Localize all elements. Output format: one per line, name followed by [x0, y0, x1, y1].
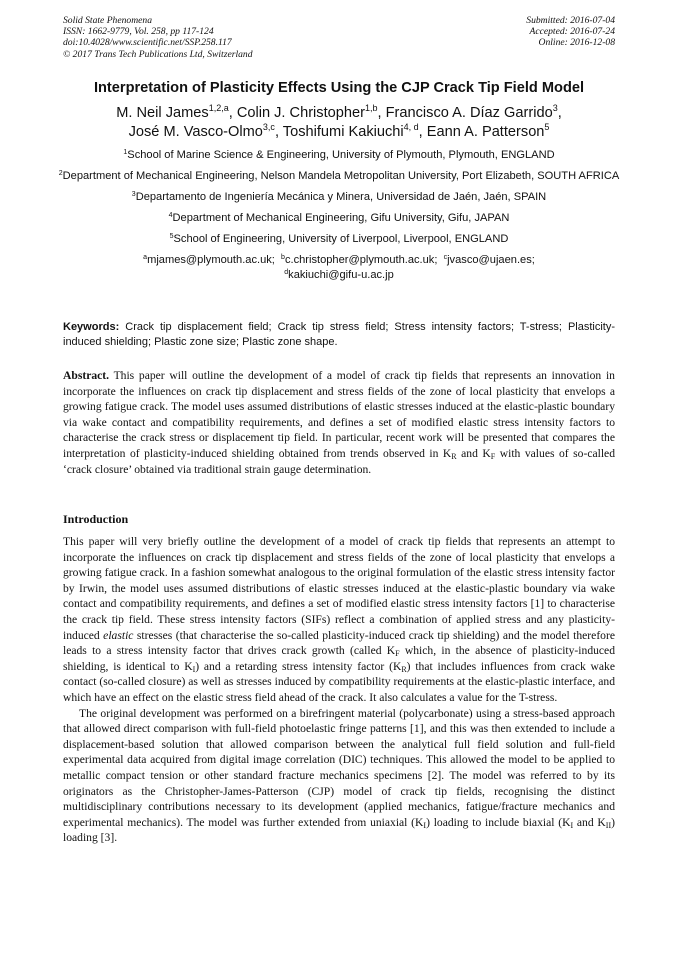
abstract-label: Abstract. — [63, 369, 110, 382]
author-list: M. Neil James$^{1,2,a}$, Colin J. Christopher$^{1,b}$, Francisco A. Díaz Garrido$^3$, José M. Vasco-Olmo$^{3,c}$, Toshifumi Kakiuchi$^{4, d}$, Eann A. Patterson$^5$ — [116, 103, 562, 140]
journal-info — [63, 15, 253, 60]
journal-name: Solid State Phenomena — [63, 15, 152, 26]
author-affil-marker: 5 — [544, 122, 550, 132]
author-name: José M. Vasco-Olmo — [128, 124, 263, 140]
author-name: Francisco A. Díaz Garrido — [385, 105, 553, 121]
affiliation: $^3$Departamento de Ingeniería Mecánica y Minera, Universidad de Jaén, Jaén, SPAIN — [131, 191, 547, 203]
journal-doi: doi:10.4028/www.scientific.net/SSP.258.117 — [63, 37, 232, 49]
email-list: $^a$mjames@plymouth.ac.uk; $^b$c.christopher@plymouth.ac.uk; $^c$jvasco@ujaen.es; $^d$kakiuchi@gifu-u.ac.jp — [143, 254, 535, 281]
affiliation-list — [40, 148, 638, 282]
author-affil-marker: 3,c — [262, 122, 275, 132]
author-affil-marker: 1,2,a — [208, 103, 229, 113]
author-name: Toshifumi Kakiuchi — [282, 124, 404, 140]
email-link[interactable]: jvasco@ujaen.es; — [447, 254, 535, 266]
paragraph: This paper will very briefly outline the development of a model of crack tip fields that represents an attempt to incorporate the influences on crack tip displacement and stress fields of the zone of local plasticity that envelops a growing fatigue crack. In a fashion somewhat analogous to the original formulation of the elastic stress intensity factor by Irwin, the model uses assumed distributions of elastic stresses induced at the elastic-plastic boundary via wake contact and compatibility requirements, and defines a set of modified elastic stress intensity factors [1] to characterise the crack tip field. These stress intensity factors (SIFs) reflect a combination of applied stress and any plasticity-induced elastic stresses (that characterise the so-called plasticity-induced crack tip shielding) and the model therefore leads to a stress intensity factor that drives crack growth (called $K_F$ which, in the absence of plasticity-induced shielding, is identical to $K_I$) and a retarding stress intensity factor $(K_R)$ that includes influences from crack wake contact (so-called closure) as well as stresses induced by compatibility requirements at the elastic-plastic interface, and which have an effect on the elastic stress field ahead of the crack. It also calculates a value for the T-stress. — [63, 535, 616, 704]
keywords-label: Keywords: — [63, 321, 120, 333]
author-name: Colin J. Christopher — [236, 105, 365, 121]
email-link[interactable]: c.christopher@plymouth.ac.uk; — [284, 254, 438, 266]
submitted-date: Submitted: 2016-07-04 — [526, 15, 615, 26]
author-name: Eann A. Patterson — [426, 124, 545, 140]
keywords-text: Crack tip displacement field; Crack tip stress field; Stress intensity factors; T-stress; Plasticity-induced shielding; Plastic zone size; Plastic zone shape. — [63, 321, 616, 348]
paper-title: Interpretation of Plasticity Effects Using the CJP Crack Tip Field Model — [93, 80, 585, 96]
author-name: M. Neil James — [116, 105, 209, 121]
author-affil-marker: 4, d — [403, 122, 419, 132]
abstract-section: Abstract. This paper will outline the development of a model of crack tip fields that represents an innovation in incorporate the influences on crack tip displacement and stress fields of the zone of local plasticity that envelops a growing fatigue crack. The model uses assumed distributions of elastic stresses induced at the elastic-plastic boundary via wake contact and compatibility requirements, and defines a set of modified elastic stress intensity factors to characterise the crack stress or displacement tip field. In particular, recent work will be presented that compares the interpretation of plasticity-induced shielding obtained from trends observed in $K_R$ and $K_F$ with values of so-called ‘crack closure’ obtained via traditional strain gauge determination. — [63, 369, 615, 476]
affiliation: $^1$School of Marine Science & Engineering, University of Plymouth, Plymouth, ENGLAND — [123, 149, 555, 161]
submission-dates — [526, 15, 615, 49]
introduction-body — [63, 534, 615, 846]
journal-issn: ISSN: 1662-9779, Vol. 258, pp 117-124 — [63, 26, 214, 38]
journal-copyright: © 2017 Trans Tech Publications Ltd, Switzerland — [63, 48, 253, 60]
affiliation: $^2$Department of Mechanical Engineering, Nelson Mandela Metropolitan University, Port Elizabeth, SOUTH AFRICA — [58, 170, 620, 182]
author-affil-marker: 1,b — [364, 103, 378, 113]
online-date: Online: 2016-12-08 — [538, 37, 615, 49]
affiliation: $^5$School of Engineering, University of Liverpool, Liverpool, ENGLAND — [169, 233, 509, 245]
email-link[interactable]: kakiuchi@gifu-u.ac.jp — [288, 268, 394, 281]
paragraph: The original development was performed on a birefringent material (polycarbonate) using a stress-based approach that allowed direct comparison with full-field photoelastic fringe patterns [1], and this was then extended to include a displacement-based solution that allowed comparison between the analytical full field solution and full-field experimental data acquired from digital image correlation (DIC) techniques. This allowed the model to be applied to metallic compact tension or other standard fracture mechanics specimens [2]. The model was referred to by its originators as the Christopher-James-Patterson (CJP) model of crack tip fields, recognising the distinct multidisciplinary contributions necessary to its development (applied mechanics, fatigue/fracture mechanics and experimental mechanics). The model was further extended from uniaxial $(K_I)$ loading to include biaxial ($K_I$ and $K_{II}$) loading [3]. — [63, 706, 615, 845]
affiliation: $^4$Department of Mechanical Engineering, Gifu University, Gifu, JAPAN — [168, 212, 510, 224]
author-affil-marker: 3 — [552, 103, 558, 113]
introduction-heading: Introduction — [63, 512, 129, 526]
email-link[interactable]: mjames@plymouth.ac.uk; — [147, 254, 275, 266]
accepted-date: Accepted: 2016-07-24 — [529, 26, 615, 38]
keywords-section — [63, 320, 615, 349]
